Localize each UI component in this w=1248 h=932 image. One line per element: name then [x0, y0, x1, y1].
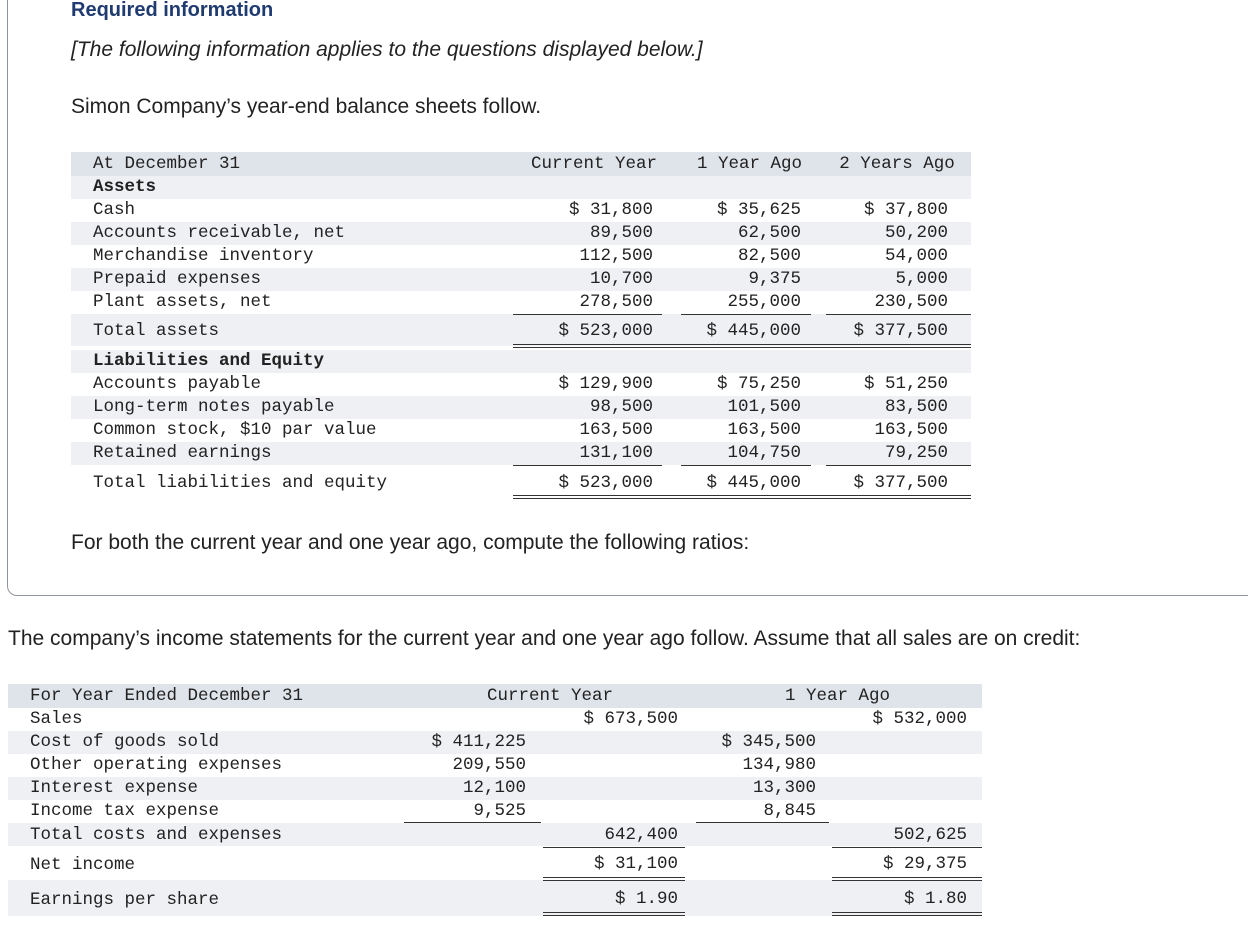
cell-stock-2yr: 163,500 — [874, 420, 948, 440]
cell-prepaid-2yr: 5,000 — [895, 269, 948, 289]
subtotal-rule — [826, 465, 971, 466]
row-label-interest-expense: Interest expense — [30, 778, 199, 798]
liabilities-heading: Liabilities and Equity — [93, 351, 325, 371]
subtotal-rule — [513, 465, 662, 466]
cell-net-income-current: $ 31,100 — [593, 854, 678, 874]
header-1-year-ago: 1 Year Ago — [696, 154, 803, 174]
subtotal-rule — [513, 314, 662, 315]
cell-ar-current: 89,500 — [589, 223, 653, 243]
total-double-rule — [543, 877, 685, 881]
cell-notes-current: 98,500 — [589, 397, 653, 417]
row-label-total-liabilities: Total liabilities and equity — [93, 473, 388, 493]
subtotal-rule — [543, 847, 685, 848]
header-2-years-ago: 2 Years Ago — [839, 154, 955, 174]
cell-net-income-1yr: $ 29,375 — [882, 854, 967, 874]
subtotal-rule — [681, 465, 811, 466]
cell-sales-1yr: $ 532,000 — [872, 709, 967, 729]
cell-plant-1yr: 255,000 — [727, 292, 801, 312]
cell-sales-current: $ 673,500 — [583, 709, 678, 729]
cell-inventory-current: 112,500 — [579, 246, 653, 266]
cell-total-costs-1yr: 502,625 — [893, 825, 967, 845]
cell-other-op-current: 209,550 — [452, 755, 526, 775]
cell-cogs-current: $ 411,225 — [431, 732, 526, 752]
row-label-retained-earnings: Retained earnings — [93, 443, 272, 463]
cell-cogs-1yr: $ 345,500 — [721, 732, 816, 752]
row-label-merchandise-inventory: Merchandise inventory — [93, 246, 314, 266]
row-label-long-term-notes: Long-term notes payable — [93, 397, 335, 417]
cell-total-costs-current: 642,400 — [604, 825, 678, 845]
row-label-total-assets: Total assets — [93, 321, 220, 341]
header-1-year-ago: 1 Year Ago — [784, 686, 891, 706]
cell-interest-1yr: 13,300 — [752, 778, 816, 798]
row-label-plant-assets: Plant assets, net — [93, 292, 272, 312]
cell-cash-2yr: $ 37,800 — [863, 200, 948, 220]
cell-stock-1yr: 163,500 — [727, 420, 801, 440]
cell-notes-2yr: 83,500 — [884, 397, 948, 417]
cell-re-2yr: 79,250 — [884, 443, 948, 463]
cell-eps-1yr: $ 1.80 — [903, 889, 967, 909]
total-double-rule — [513, 344, 971, 348]
total-double-rule — [543, 912, 685, 916]
cell-tax-1yr: 8,845 — [763, 801, 816, 821]
cell-total-assets-1yr: $ 445,000 — [706, 321, 801, 341]
total-double-rule — [832, 877, 982, 881]
row-label-income-tax: Income tax expense — [30, 801, 220, 821]
subtotal-rule — [832, 847, 982, 848]
total-double-rule — [513, 495, 971, 499]
row-label-other-operating: Other operating expenses — [30, 755, 283, 775]
assets-heading: Assets — [93, 177, 157, 197]
cell-prepaid-1yr: 9,375 — [748, 269, 801, 289]
cell-ar-2yr: 50,200 — [884, 223, 948, 243]
cell-other-op-1yr: 134,980 — [742, 755, 816, 775]
row-label-sales: Sales — [30, 709, 83, 729]
header-for-year-ended: For Year Ended December 31 — [30, 686, 304, 706]
cell-inventory-1yr: 82,500 — [737, 246, 801, 266]
income-statement-intro: The company’s income statements for the current year and one year ago follow. Assume that all sales are on credit: — [8, 627, 1081, 650]
cell-re-current: 131,100 — [579, 443, 653, 463]
cell-eps-current: $ 1.90 — [614, 889, 678, 909]
row-band — [71, 176, 971, 199]
cell-notes-1yr: 101,500 — [727, 397, 801, 417]
cell-total-assets-current: $ 523,000 — [558, 321, 653, 341]
cell-ap-current: $ 129,900 — [558, 374, 653, 394]
cell-ap-2yr: $ 51,250 — [863, 374, 948, 394]
row-label-prepaid-expenses: Prepaid expenses — [93, 269, 262, 289]
row-label-accounts-payable: Accounts payable — [93, 374, 262, 394]
ratio-instruction: For both the current year and one year ago, compute the following ratios: — [71, 531, 750, 554]
cell-prepaid-current: 10,700 — [589, 269, 653, 289]
cell-total-liab-2yr: $ 377,500 — [853, 473, 948, 493]
cell-total-liab-current: $ 523,000 — [558, 473, 653, 493]
cell-total-assets-2yr: $ 377,500 — [853, 321, 948, 341]
cell-tax-current: 9,525 — [473, 801, 526, 821]
row-label-eps: Earnings per share — [30, 890, 220, 910]
subtotal-rule — [681, 314, 811, 315]
row-label-common-stock: Common stock, $10 par value — [93, 420, 377, 440]
cell-stock-current: 163,500 — [579, 420, 653, 440]
header-at-december: At December 31 — [93, 154, 241, 174]
row-label-accounts-receivable: Accounts receivable, net — [93, 223, 346, 243]
cell-total-liab-1yr: $ 445,000 — [706, 473, 801, 493]
cell-interest-current: 12,100 — [462, 778, 526, 798]
cell-cash-current: $ 31,800 — [568, 200, 653, 220]
cell-plant-2yr: 230,500 — [874, 292, 948, 312]
balance-sheet-intro: Simon Company’s year-end balance sheets follow. — [71, 95, 542, 118]
subtotal-rule — [826, 314, 971, 315]
cell-inventory-2yr: 54,000 — [884, 246, 948, 266]
required-info-note: [The following information applies to the questions displayed below.] — [71, 38, 703, 61]
cell-ar-1yr: 62,500 — [737, 223, 801, 243]
total-double-rule — [832, 912, 982, 916]
row-label-cogs: Cost of goods sold — [30, 732, 220, 752]
header-current-year: Current Year — [486, 686, 614, 706]
required-info-title: Required information — [71, 0, 274, 21]
cell-ap-1yr: $ 75,250 — [716, 374, 801, 394]
row-label-cash: Cash — [93, 200, 136, 220]
cell-re-1yr: 104,750 — [727, 443, 801, 463]
cell-plant-current: 278,500 — [579, 292, 653, 312]
subtotal-rule — [696, 822, 829, 823]
header-current-year: Current Year — [530, 154, 658, 174]
cell-cash-1yr: $ 35,625 — [716, 200, 801, 220]
row-label-total-costs: Total costs and expenses — [30, 825, 283, 845]
subtotal-rule — [404, 822, 541, 823]
row-label-net-income: Net income — [30, 855, 136, 875]
